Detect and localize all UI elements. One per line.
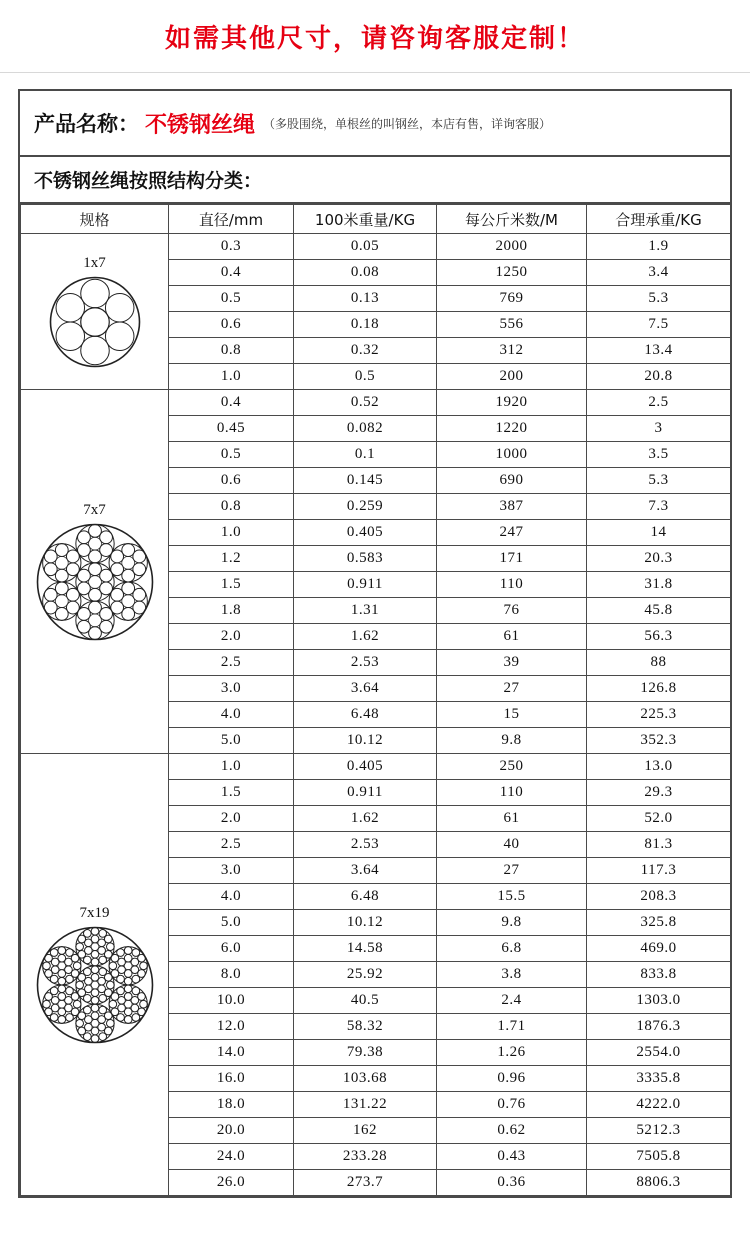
table-cell: 14.58: [294, 936, 437, 962]
table-cell: 5.0: [169, 728, 294, 754]
table-cell: 7.5: [587, 312, 731, 338]
table-cell: 5.0: [169, 910, 294, 936]
table-cell: 24.0: [169, 1144, 294, 1170]
table-cell: 27: [437, 858, 587, 884]
table-cell: 0.13: [294, 286, 437, 312]
table-cell: 0.43: [437, 1144, 587, 1170]
table-cell: 0.911: [294, 572, 437, 598]
table-cell: 0.6: [169, 312, 294, 338]
table-cell: 1220: [437, 416, 587, 442]
table-cell: 0.36: [437, 1170, 587, 1196]
table-cell: 2.53: [294, 650, 437, 676]
table-cell: 690: [437, 468, 587, 494]
table-cell: 1.8: [169, 598, 294, 624]
table-cell: 10.12: [294, 910, 437, 936]
table-cell: 9.8: [437, 728, 587, 754]
table-cell: 3.0: [169, 858, 294, 884]
table-cell: 171: [437, 546, 587, 572]
table-cell: 3: [587, 416, 731, 442]
product-title-row: [20, 91, 730, 157]
promo-banner: [0, 0, 750, 73]
spec-group-label: 1x7: [83, 255, 106, 271]
table-cell: 20.0: [169, 1118, 294, 1144]
table-header-cell: 直径/mm: [169, 205, 294, 234]
table-cell: 0.8: [169, 338, 294, 364]
table-cell: 3.64: [294, 858, 437, 884]
table-cell: 9.8: [437, 910, 587, 936]
table-cell: 0.52: [294, 390, 437, 416]
table-cell: 3.0: [169, 676, 294, 702]
spec-sheet: [18, 89, 732, 1198]
table-cell: 769: [437, 286, 587, 312]
table-cell: 387: [437, 494, 587, 520]
table-cell: 0.145: [294, 468, 437, 494]
table-cell: 1.26: [437, 1040, 587, 1066]
table-cell: 1920: [437, 390, 587, 416]
table-cell: 110: [437, 572, 587, 598]
table-cell: 14: [587, 520, 731, 546]
table-cell: 1303.0: [587, 988, 731, 1014]
table-cell: 0.32: [294, 338, 437, 364]
table-cell: 556: [437, 312, 587, 338]
table-header-cell: 合理承重/KG: [587, 205, 731, 234]
table-cell: 0.8: [169, 494, 294, 520]
table-cell: 88: [587, 650, 731, 676]
table-cell: 0.5: [294, 364, 437, 390]
table-cell: 0.62: [437, 1118, 587, 1144]
table-row: [21, 234, 731, 260]
table-cell: 325.8: [587, 910, 731, 936]
table-cell: 1250: [437, 260, 587, 286]
table-cell: 2554.0: [587, 1040, 731, 1066]
table-cell: 8.0: [169, 962, 294, 988]
table-cell: 0.405: [294, 754, 437, 780]
table-cell: 6.8: [437, 936, 587, 962]
table-cell: 3.8: [437, 962, 587, 988]
table-cell: 208.3: [587, 884, 731, 910]
table-cell: 4.0: [169, 702, 294, 728]
table-cell: 0.08: [294, 260, 437, 286]
table-cell: 3.4: [587, 260, 731, 286]
table-cell: 13.4: [587, 338, 731, 364]
table-cell: 6.0: [169, 936, 294, 962]
strand-1x7-icon: [49, 276, 141, 368]
table-cell: 117.3: [587, 858, 731, 884]
table-cell: 2.0: [169, 624, 294, 650]
section-subtitle: 不锈钢丝绳按照结构分类：: [20, 157, 730, 204]
table-cell: 25.92: [294, 962, 437, 988]
table-cell: 0.4: [169, 390, 294, 416]
table-cell: 0.45: [169, 416, 294, 442]
strand-7x19-icon: [36, 926, 154, 1044]
table-cell: 27: [437, 676, 587, 702]
table-cell: 14.0: [169, 1040, 294, 1066]
table-cell: 0.5: [169, 442, 294, 468]
spec-table: [20, 204, 731, 1196]
table-cell: 79.38: [294, 1040, 437, 1066]
table-header-row: [21, 205, 731, 234]
table-cell: 61: [437, 624, 587, 650]
table-cell: 0.76: [437, 1092, 587, 1118]
table-cell: 3335.8: [587, 1066, 731, 1092]
table-cell: 20.8: [587, 364, 731, 390]
table-cell: 61: [437, 806, 587, 832]
table-cell: 0.05: [294, 234, 437, 260]
table-cell: 31.8: [587, 572, 731, 598]
table-row: [21, 754, 731, 780]
product-name-note: （多股围绕，单根丝的叫钢丝，本店有售，详询客服）: [263, 116, 552, 131]
table-cell: 0.3: [169, 234, 294, 260]
table-cell: 6.48: [294, 884, 437, 910]
table-cell: 0.259: [294, 494, 437, 520]
strand-7x7-icon: [36, 523, 154, 641]
table-cell: 1.2: [169, 546, 294, 572]
table-cell: 0.96: [437, 1066, 587, 1092]
table-cell: 76: [437, 598, 587, 624]
table-header-cell: 100米重量/KG: [294, 205, 437, 234]
table-cell: 29.3: [587, 780, 731, 806]
table-cell: 131.22: [294, 1092, 437, 1118]
table-cell: 40.5: [294, 988, 437, 1014]
table-header-cell: 规格: [21, 205, 169, 234]
table-cell: 52.0: [587, 806, 731, 832]
table-cell: 4.0: [169, 884, 294, 910]
table-cell: 1.0: [169, 364, 294, 390]
table-cell: 1.0: [169, 754, 294, 780]
table-cell: 13.0: [587, 754, 731, 780]
table-cell: 12.0: [169, 1014, 294, 1040]
table-cell: 126.8: [587, 676, 731, 702]
table-cell: 110: [437, 780, 587, 806]
table-cell: 4222.0: [587, 1092, 731, 1118]
table-cell: 5.3: [587, 286, 731, 312]
table-cell: 1.9: [587, 234, 731, 260]
table-cell: 162: [294, 1118, 437, 1144]
table-cell: 0.1: [294, 442, 437, 468]
product-name-label: 产品名称：: [34, 112, 139, 136]
table-cell: 312: [437, 338, 587, 364]
table-cell: 1876.3: [587, 1014, 731, 1040]
spec-group-cell: [21, 754, 169, 1196]
table-cell: 2.5: [169, 832, 294, 858]
table-cell: 18.0: [169, 1092, 294, 1118]
spec-group-label: 7x7: [83, 502, 106, 518]
table-cell: 10.12: [294, 728, 437, 754]
table-cell: 20.3: [587, 546, 731, 572]
table-cell: 250: [437, 754, 587, 780]
table-cell: 1000: [437, 442, 587, 468]
table-cell: 1.62: [294, 806, 437, 832]
table-cell: 16.0: [169, 1066, 294, 1092]
table-cell: 2.5: [169, 650, 294, 676]
table-header-cell: 每公斤米数/M: [437, 205, 587, 234]
table-cell: 3.5: [587, 442, 731, 468]
table-cell: 225.3: [587, 702, 731, 728]
table-cell: 81.3: [587, 832, 731, 858]
table-cell: 7505.8: [587, 1144, 731, 1170]
table-cell: 2.5: [587, 390, 731, 416]
table-cell: 2.53: [294, 832, 437, 858]
table-cell: 2000: [437, 234, 587, 260]
table-cell: 1.62: [294, 624, 437, 650]
table-cell: 0.583: [294, 546, 437, 572]
table-cell: 469.0: [587, 936, 731, 962]
table-cell: 1.0: [169, 520, 294, 546]
table-cell: 2.4: [437, 988, 587, 1014]
table-cell: 10.0: [169, 988, 294, 1014]
table-cell: 200: [437, 364, 587, 390]
table-cell: 15: [437, 702, 587, 728]
table-row: [21, 390, 731, 416]
table-cell: 5212.3: [587, 1118, 731, 1144]
table-cell: 0.18: [294, 312, 437, 338]
table-cell: 0.405: [294, 520, 437, 546]
table-cell: 0.082: [294, 416, 437, 442]
table-cell: 1.5: [169, 572, 294, 598]
table-cell: 1.5: [169, 780, 294, 806]
spec-group-cell: [21, 390, 169, 754]
table-cell: 15.5: [437, 884, 587, 910]
table-cell: 352.3: [587, 728, 731, 754]
table-cell: 1.31: [294, 598, 437, 624]
table-cell: 26.0: [169, 1170, 294, 1196]
table-cell: 58.32: [294, 1014, 437, 1040]
table-cell: 45.8: [587, 598, 731, 624]
table-cell: 2.0: [169, 806, 294, 832]
table-cell: 103.68: [294, 1066, 437, 1092]
table-cell: 0.5: [169, 286, 294, 312]
table-cell: 1.71: [437, 1014, 587, 1040]
table-cell: 0.4: [169, 260, 294, 286]
table-cell: 40: [437, 832, 587, 858]
table-cell: 233.28: [294, 1144, 437, 1170]
spec-group-label: 7x19: [79, 905, 110, 921]
product-name-value: 不锈钢丝绳: [145, 112, 256, 138]
table-cell: 833.8: [587, 962, 731, 988]
table-cell: 0.911: [294, 780, 437, 806]
table-cell: 273.7: [294, 1170, 437, 1196]
promo-banner-text: 如需其他尺寸，请咨询客服定制！: [164, 23, 585, 54]
spec-group-cell: [21, 234, 169, 390]
table-cell: 7.3: [587, 494, 731, 520]
table-cell: 6.48: [294, 702, 437, 728]
table-cell: 5.3: [587, 468, 731, 494]
table-cell: 0.6: [169, 468, 294, 494]
table-cell: 39: [437, 650, 587, 676]
table-cell: 8806.3: [587, 1170, 731, 1196]
table-cell: 3.64: [294, 676, 437, 702]
table-cell: 56.3: [587, 624, 731, 650]
table-cell: 247: [437, 520, 587, 546]
